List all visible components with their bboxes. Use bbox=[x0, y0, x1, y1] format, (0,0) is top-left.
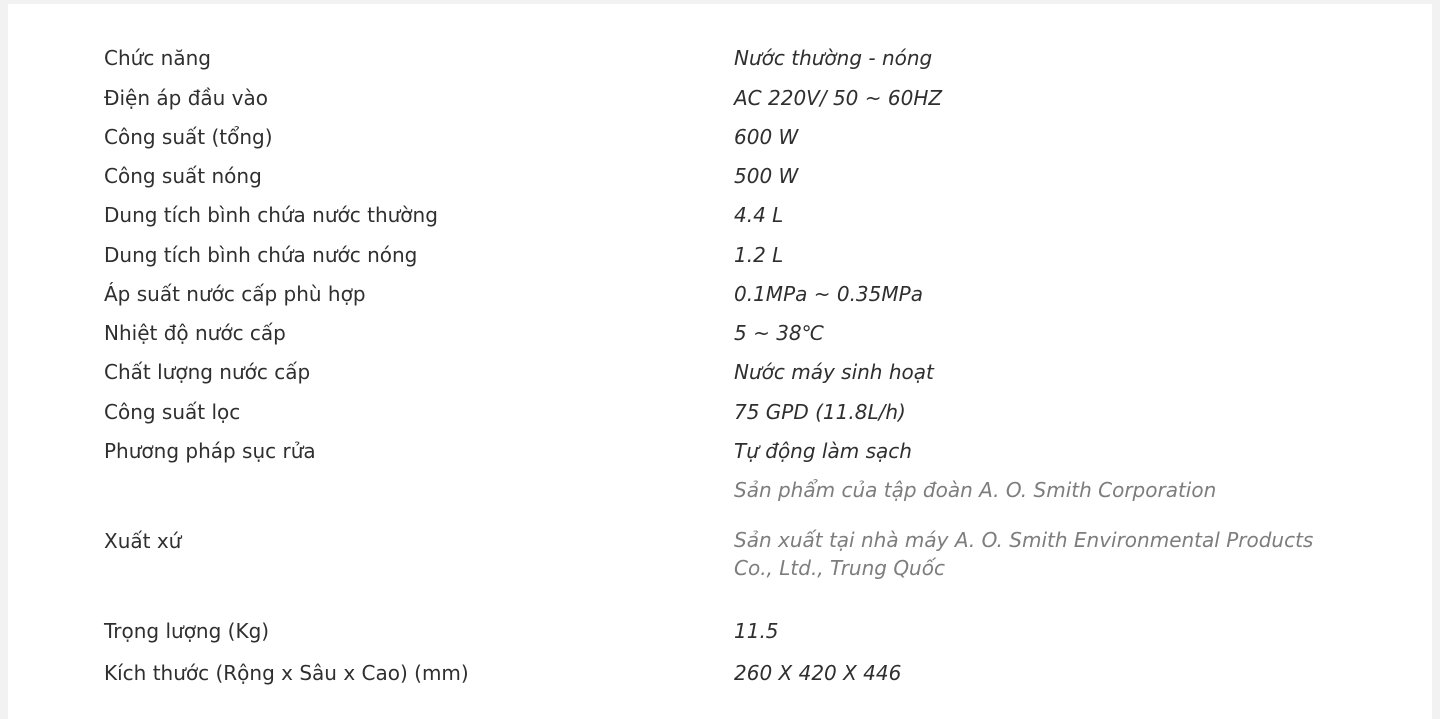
spec-value: Nước máy sinh hoạt bbox=[734, 360, 934, 384]
spec-label: Chức năng bbox=[104, 46, 211, 70]
spec-label: Xuất xứ bbox=[104, 529, 182, 553]
spec-value: 500 W bbox=[734, 164, 799, 188]
spec-value: 11.5 bbox=[734, 619, 779, 643]
spec-label: Nhiệt độ nước cấp bbox=[104, 321, 286, 345]
spec-label: Dung tích bình chứa nước nóng bbox=[104, 243, 418, 267]
spec-value: 0.1MPa ~ 0.35MPa bbox=[734, 282, 923, 306]
spec-label: Công suất (tổng) bbox=[104, 125, 273, 149]
spec-value: 5 ~ 38℃ bbox=[734, 321, 825, 345]
spec-value: Sản xuất tại nhà máy A. O. Smith Environmental Products Co., Ltd., Trung Quốc bbox=[734, 528, 1314, 580]
spec-value: AC 220V/ 50 ~ 60HZ bbox=[734, 86, 943, 110]
spec-value: Tự động làm sạch bbox=[734, 439, 912, 463]
spec-label: Phương pháp sục rửa bbox=[104, 439, 316, 463]
spec-label: Công suất lọc bbox=[104, 400, 241, 424]
spec-value: 75 GPD (11.8L/h) bbox=[734, 400, 906, 424]
spec-value: 260 X 420 X 446 bbox=[734, 661, 902, 685]
spec-label: Chất lượng nước cấp bbox=[104, 360, 311, 384]
spec-label: Kích thước (Rộng x Sâu x Cao) (mm) bbox=[104, 661, 469, 685]
spec-value: 1.2 L bbox=[734, 243, 784, 267]
spec-value: 4.4 L bbox=[734, 203, 784, 227]
spec-table bbox=[8, 4, 1432, 719]
spec-label: Trọng lượng (Kg) bbox=[104, 619, 270, 643]
spec-label: Áp suất nước cấp phù hợp bbox=[104, 282, 366, 306]
spec-value: Nước thường - nóng bbox=[734, 46, 933, 70]
spec-label: Điện áp đầu vào bbox=[104, 86, 269, 110]
spec-value: Sản phẩm của tập đoàn A. O. Smith Corporation bbox=[734, 478, 1217, 502]
spec-value: 600 W bbox=[734, 125, 799, 149]
spec-label: Công suất nóng bbox=[104, 164, 262, 188]
spec-label: Dung tích bình chứa nước thường bbox=[104, 203, 438, 227]
